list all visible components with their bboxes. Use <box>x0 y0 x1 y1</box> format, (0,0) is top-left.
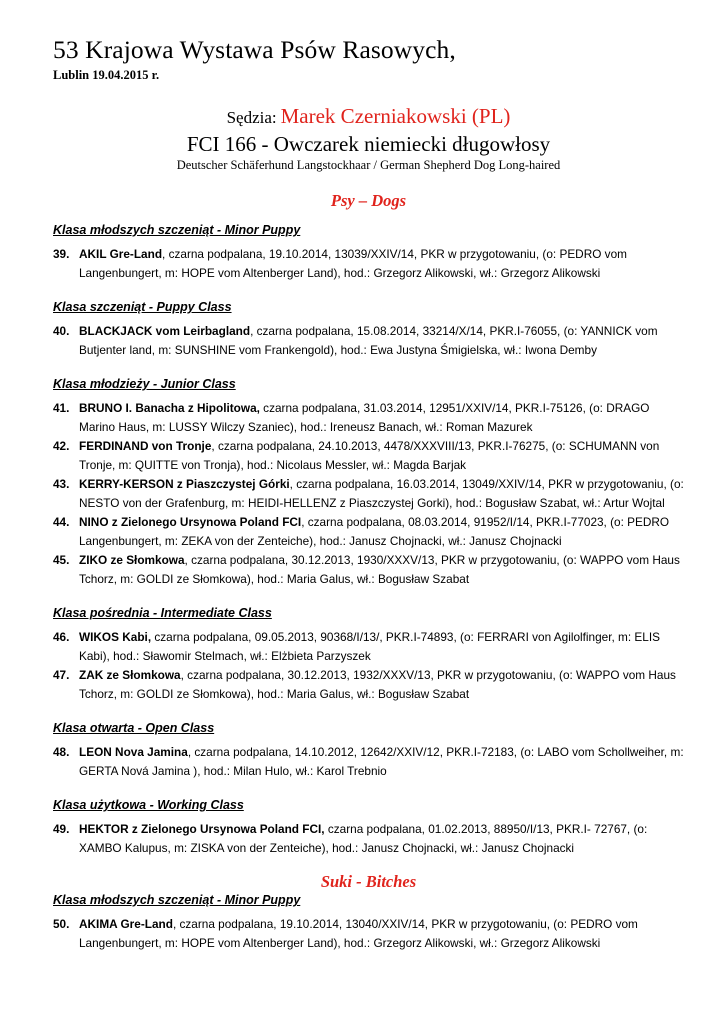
entry-details: , czarna podpalana, 19.10.2014, 13039/XXIV/14, PKR w przygotowaniu, (o: PEDRO vom Langenbungert, m: HOPE vom Altenberger Land), hod.: Grzegorz Alikowski, wł.: Grzegorz Alikowski <box>79 247 627 280</box>
dog-name: ZIKO ze Słomkowa <box>79 553 185 567</box>
entry-number: 46. <box>53 630 70 644</box>
entry-list <box>53 628 684 704</box>
entry-details: , czarna podpalana, 15.08.2014, 33214/X/14, PKR.I-76055, (o: YANNICK vom Butjenter land, m: SUNSHINE vom Frankengold), hod.: Ewa Justyna Śmigielska, wł.: Iwona Demby <box>79 324 658 357</box>
entry-list <box>53 322 684 360</box>
entry-details: , czarna podpalana, 30.12.2013, 1932/XXXV/13, PKR w przygotowaniu, (o: WAPPO vom Haus Tchorz, m: GOLDI ze Słomkowa), hod.: Maria Galus, wł.: Bogusław Szabat <box>79 668 676 701</box>
entry-number: 47. <box>53 668 70 682</box>
entry <box>53 820 684 858</box>
entry <box>53 915 684 953</box>
entry <box>53 322 684 360</box>
entry <box>53 551 684 589</box>
dog-name: BLACKJACK vom Leirbagland <box>79 324 251 338</box>
dog-name: NINO z Zielonego Ursynowa Poland FCI <box>79 515 302 529</box>
entry <box>53 475 684 513</box>
dog-name: BRUNO I. Banacha z Hipolitowa, <box>79 401 260 415</box>
entry-number: 42. <box>53 439 70 453</box>
entry-number: 39. <box>53 247 70 261</box>
entry-list <box>53 820 684 858</box>
entry-number: 41. <box>53 401 70 415</box>
entry-list <box>53 245 684 283</box>
entry-details: , czarna podpalana, 16.03.2014, 13049/XXIV/14, PKR w przygotowaniu, (o: NESTO von der Grafenburg, m: HEIDI-HELLENZ z Piaszczystej Gorki), hod.: Bogusław Szabat, wł.: Artur Wojtal <box>79 477 684 510</box>
entry-details: , czarna podpalana, 24.10.2013, 4478/XXXVIII/13, PKR.I-76275, (o: SCHUMANN von Tronje, m: QUITTE von Tronja), hod.: Nicolaus Messler, wł.: Magda Barjak <box>79 439 660 472</box>
entry <box>53 245 684 283</box>
dog-name: WIKOS Kabi, <box>79 630 152 644</box>
entry <box>53 437 684 475</box>
judge-label: Sędzia: <box>226 108 277 127</box>
judge-name: Marek Czerniakowski (PL) <box>280 104 511 128</box>
breed-title: FCI 166 - Owczarek niemiecki długowłosy <box>186 132 551 156</box>
entry-number: 43. <box>53 477 70 491</box>
class-heading: Klasa użytkowa - Working Class <box>53 798 244 812</box>
entry <box>53 743 684 781</box>
class-heading: Klasa młodszych szczeniąt - Minor Puppy <box>53 893 301 907</box>
class-heading: Klasa młodzieży - Junior Class <box>53 377 236 391</box>
entry-details: , czarna podpalana, 08.03.2014, 91952/I/14, PKR.I-77023, (o: PEDRO Langenbungert, m: ZEKA von der Zenteiche), hod.: Janusz Chojnacki, wł.: Janusz Chojnacki <box>79 515 670 548</box>
entry-details: , czarna podpalana, 19.10.2014, 13040/XXIV/14, PKR w przygotowaniu, (o: PEDRO vom Langenbungert, m: HOPE vom Altenberger Land), hod.: Grzegorz Alikowski, wł.: Grzegorz Alikowski <box>79 917 638 950</box>
entry-details: , czarna podpalana, 30.12.2013, 1930/XXXV/13, PKR w przygotowaniu, (o: WAPPO vom Haus Tchorz, m: GOLDI ze Słomkowa), hod.: Maria Galus, wł.: Bogusław Szabat <box>79 553 680 586</box>
class-heading: Klasa otwarta - Open Class <box>53 721 215 735</box>
class-heading: Klasa szczeniąt - Puppy Class <box>53 300 232 314</box>
class-heading: Klasa młodszych szczeniąt - Minor Puppy <box>53 223 301 237</box>
entry-number: 45. <box>53 553 70 567</box>
entry-list <box>53 915 684 953</box>
breed-subtitle: Deutscher Schäferhund Langstockhaar / German Shepherd Dog Long-haired <box>176 158 561 172</box>
entry-number: 50. <box>53 917 70 931</box>
entry <box>53 513 684 551</box>
dog-name: KERRY-KERSON z Piaszczystej Górki <box>79 477 290 491</box>
dog-name: AKIL Gre-Land <box>79 247 163 261</box>
entry-details: czarna podpalana, 01.02.2013, 88950/I/13, PKR.I- 72767, (o: XAMBO Kalupus, m: ZISKA von der Zenteiche), hod.: Janusz Chojnacki, wł.: Janusz Chojnacki <box>79 822 648 855</box>
entry <box>53 399 684 437</box>
entry-number: 49. <box>53 822 70 836</box>
show-date: Lublin 19.04.2015 r. <box>53 68 160 82</box>
entry-number: 44. <box>53 515 70 529</box>
dog-name: AKIMA Gre-Land <box>79 917 173 931</box>
entry-details: , czarna podpalana, 14.10.2012, 12642/XXIV/12, PKR.I-72183, (o: LABO vom Schollweiher, m: GERTA Nová Jamina ), hod.: Milan Hulo, wł.: Karol Trebnio <box>79 745 684 778</box>
entry-details: czarna podpalana, 09.05.2013, 90368/I/13/, PKR.I-74893, (o: FERRARI von Agilolfinger, m: ELIS Kabi), hod.: Sławomir Stelmach, wł.: Elżbieta Parzyszek <box>79 630 660 663</box>
entry-list <box>53 399 684 589</box>
entry <box>53 666 684 704</box>
entry-number: 48. <box>53 745 70 759</box>
entry-number: 40. <box>53 324 70 338</box>
dog-name: HEKTOR z Zielonego Ursynowa Poland FCI, <box>79 822 325 836</box>
dogs-heading: Psy – Dogs <box>330 191 407 210</box>
dog-name: ZAK ze Słomkowa <box>79 668 181 682</box>
dog-name: FERDINAND von Tronje <box>79 439 212 453</box>
entry <box>53 628 684 666</box>
judge-line <box>53 103 684 132</box>
entry-list <box>53 743 684 781</box>
dog-name: LEON Nova Jamina <box>79 745 188 759</box>
class-heading: Klasa pośrednia - Intermediate Class <box>53 606 272 620</box>
page-title: 53 Krajowa Wystawa Psów Rasowych, <box>53 35 456 64</box>
bitches-heading: Suki - Bitches <box>320 872 417 891</box>
entry-details: czarna podpalana, 31.03.2014, 12951/XXIV/14, PKR.I-75126, (o: DRAGO Marino Haus, m: LUSSY Wilczy Szaniec), hod.: Ireneusz Banach, wł.: Roman Mazurek <box>79 401 650 434</box>
